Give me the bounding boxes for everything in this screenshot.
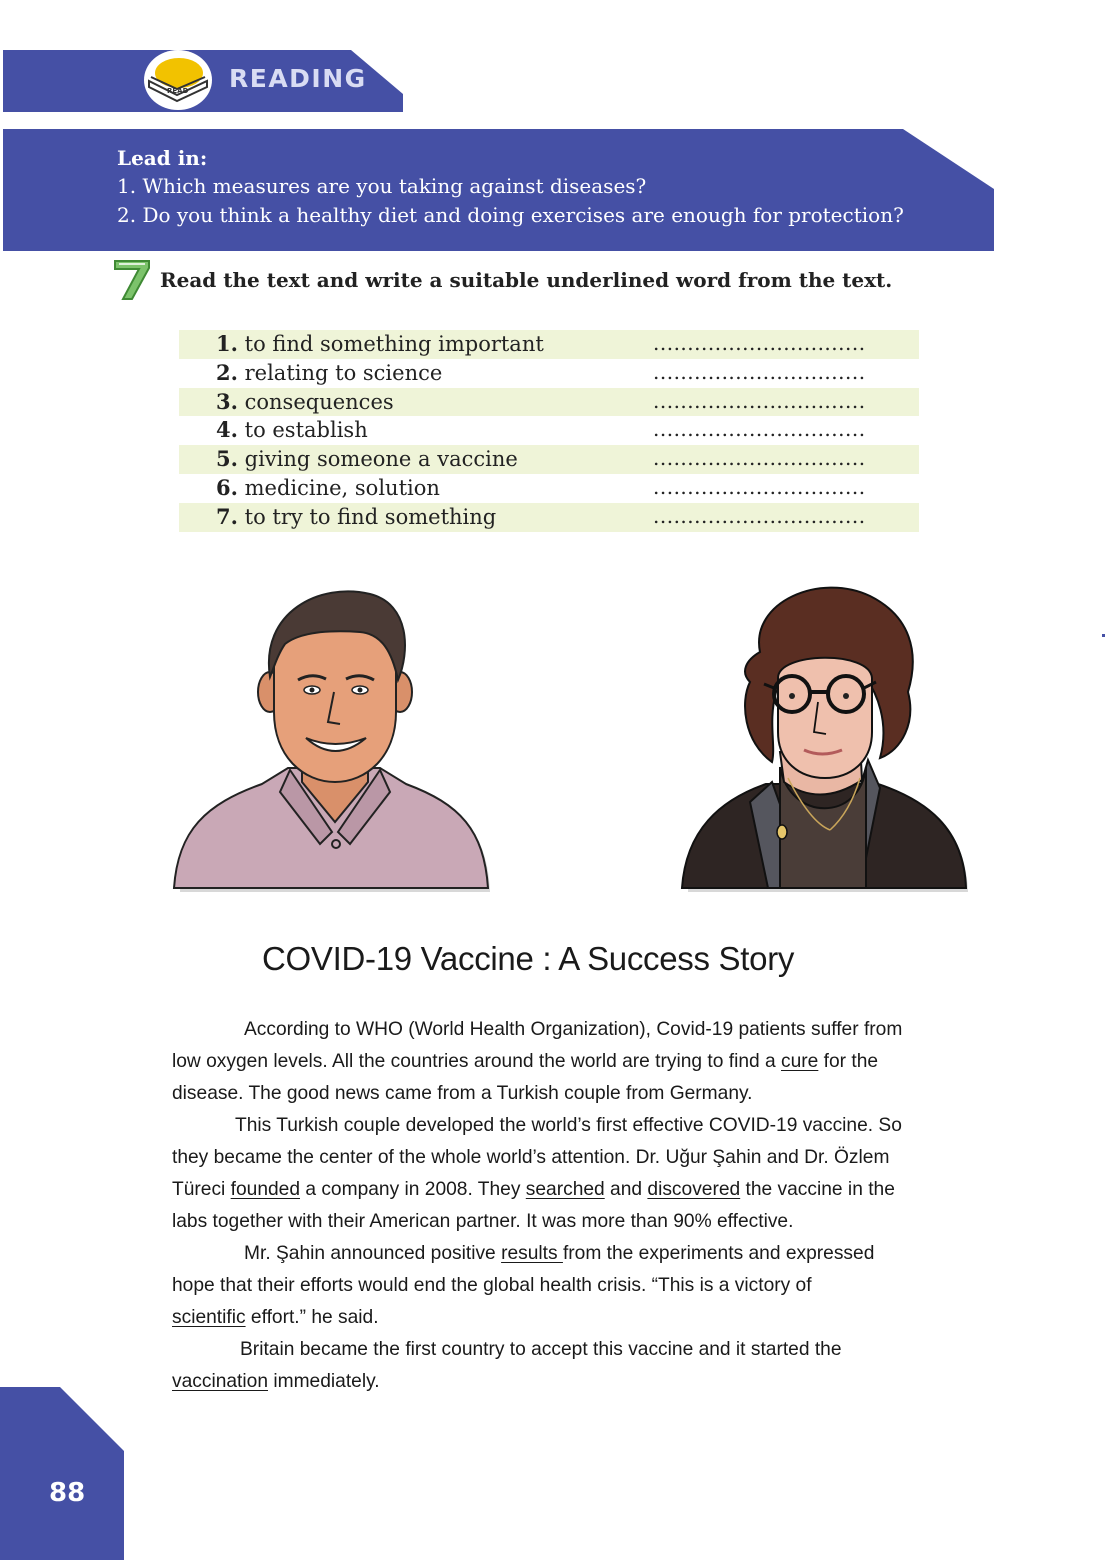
story-p2-line-3: [172, 1179, 895, 1201]
story-p2-line-2: they became the center of the whole world’s attention. Dr. Uğur Şahin and Dr. Özlem: [172, 1147, 890, 1168]
text-run: a company in 2008. They: [300, 1179, 526, 1200]
answer-blank[interactable]: ...............................: [653, 359, 866, 384]
underlined-word-vaccination: vaccination: [172, 1371, 268, 1392]
item-definition: relating to science: [244, 360, 443, 385]
story-p2-line-1: This Turkish couple developed the world’s first effective COVID-19 vaccine. So: [235, 1115, 902, 1136]
item-number: 7.: [216, 503, 238, 529]
story-p1-line-3: disease. The good news came from a Turkish couple from Germany.: [172, 1083, 753, 1104]
text-run: immediately.: [268, 1371, 380, 1392]
list-item: [179, 388, 919, 417]
exercise-instruction: Read the text and write a suitable underlined word from the text.: [160, 268, 893, 292]
answer-blank[interactable]: ...............................: [653, 503, 866, 528]
item-definition: consequences: [244, 389, 394, 414]
answer-blank[interactable]: ...............................: [653, 417, 866, 442]
text-run: and: [604, 1179, 648, 1200]
story-p4-line-2: [172, 1371, 380, 1393]
underlined-word-cure: cure: [781, 1051, 819, 1072]
woman-portrait-illustration: [680, 582, 972, 894]
answer-blank[interactable]: ...............................: [653, 446, 866, 471]
item-number: 2.: [216, 359, 238, 385]
man-portrait-illustration: [170, 582, 500, 894]
text-run: the vaccine in the: [740, 1179, 895, 1200]
page-number: 88: [49, 1478, 86, 1508]
item-number: 4.: [216, 417, 238, 443]
text-run: Türeci: [172, 1179, 231, 1200]
text-run: low oxygen levels. All the countries around the world are trying to find a: [172, 1051, 782, 1072]
list-item: [179, 416, 919, 445]
answer-blank[interactable]: ...............................: [653, 474, 866, 499]
story-p3-line-2: hope that their efforts would end the global health crisis. “This is a victory of: [172, 1275, 812, 1296]
story-p1-line-1: According to WHO (World Health Organization), Covid-19 patients suffer from: [244, 1019, 903, 1040]
text-run: for the: [818, 1051, 879, 1072]
section-title: READING: [229, 64, 367, 93]
lead-in-question-1: 1. Which measures are you taking against diseases?: [117, 174, 647, 198]
story-p3-line-1: [244, 1243, 874, 1265]
list-item: [179, 359, 919, 388]
story-p2-line-4: labs together with their American partner. It was more than 90% effective.: [172, 1211, 794, 1232]
story-title: COVID-19 Vaccine : A Success Story: [262, 940, 795, 977]
item-number: 1.: [216, 331, 238, 356]
story-p1-line-2: [172, 1051, 878, 1073]
margin-mark: [1102, 634, 1105, 637]
item-definition: giving someone a vaccine: [244, 447, 518, 472]
item-number: 3.: [216, 388, 238, 414]
underlined-word-searched: searched: [525, 1179, 605, 1200]
list-item: [179, 474, 919, 503]
matching-list: [179, 330, 919, 532]
answer-blank[interactable]: ...............................: [653, 388, 866, 413]
item-definition: to try to find something: [244, 504, 497, 529]
page-number-tab: [0, 1387, 124, 1560]
logo-text: READ: [167, 87, 189, 95]
story-p3-line-3: [172, 1307, 379, 1329]
text-run: from the experiments and expressed: [562, 1243, 875, 1264]
list-item: [179, 445, 919, 474]
exercise-number-badge: [112, 255, 152, 303]
list-item: [179, 503, 919, 532]
list-item: [179, 330, 919, 359]
answer-blank[interactable]: ...............................: [653, 331, 866, 355]
underlined-word-scientific: scientific: [172, 1307, 246, 1328]
text-run: effort.” he said.: [245, 1307, 379, 1328]
item-number: 5.: [216, 446, 238, 472]
item-definition: to find something important: [244, 332, 544, 356]
item-definition: to establish: [244, 418, 368, 443]
story-p4-line-1: Britain became the first country to accept this vaccine and it started the: [240, 1339, 842, 1360]
underlined-word-discovered: discovered: [647, 1179, 741, 1200]
lead-in-title: Lead in:: [117, 146, 208, 170]
underlined-word-founded: founded: [230, 1179, 300, 1200]
lead-in-question-2: 2. Do you think a healthy diet and doing exercises are enough for protection?: [117, 203, 904, 227]
text-run: Mr. Şahin announced positive: [244, 1243, 502, 1264]
underlined-word-results: results: [501, 1243, 563, 1264]
item-number: 6.: [216, 474, 238, 500]
item-definition: medicine, solution: [244, 475, 440, 500]
book-logo-icon: [143, 49, 213, 111]
